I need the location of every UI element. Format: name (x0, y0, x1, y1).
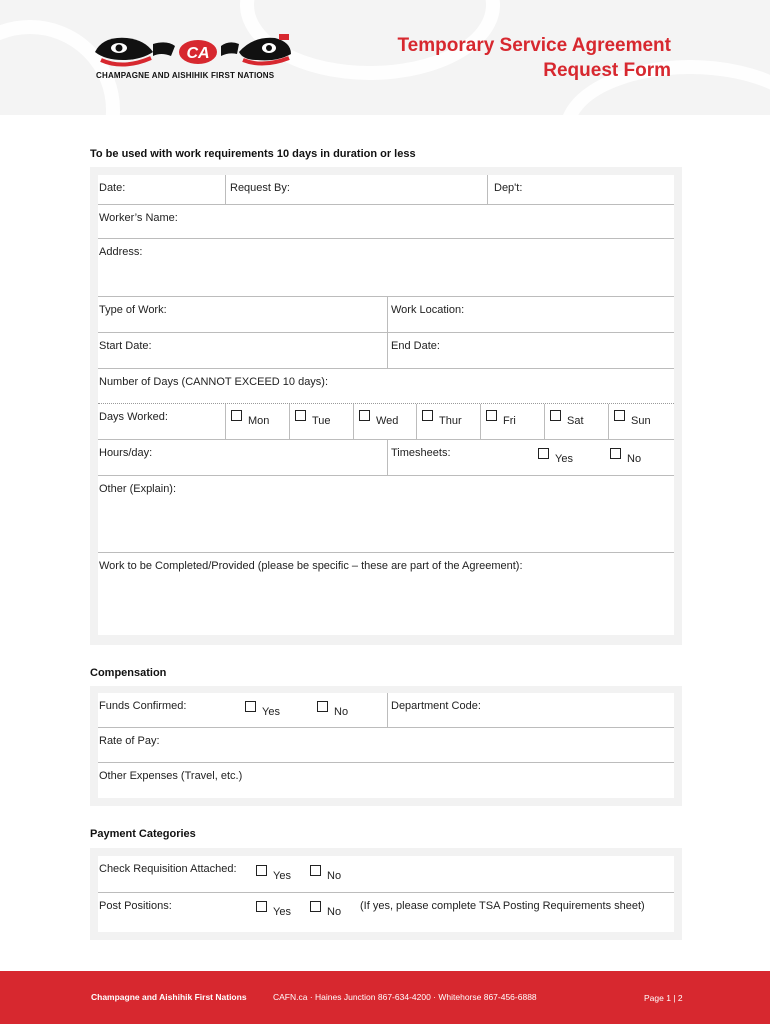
hours-per-day-label: Hours/day: (99, 447, 153, 459)
department-code-field[interactable] (388, 693, 674, 727)
day-option-mon[interactable] (231, 412, 269, 427)
address-label: Address: (99, 246, 143, 258)
dates-row (98, 333, 674, 369)
date-field[interactable] (98, 175, 226, 204)
day-label-mon: Mon (248, 415, 270, 427)
page-number: Page 1 | 2 (644, 993, 683, 1003)
check-requisition-cell (98, 856, 674, 892)
day-option-sun[interactable] (614, 412, 651, 427)
payment-section (90, 848, 682, 940)
timesheets-no-option[interactable] (610, 450, 641, 465)
worker-name-label: Worker’s Name: (99, 212, 178, 224)
funds-yes-label: Yes (262, 706, 280, 718)
day-option-fri[interactable] (486, 412, 516, 427)
day-label-fri: Fri (503, 415, 516, 427)
dept-label: Dep't: (494, 182, 523, 194)
days-worked-cell (98, 404, 226, 439)
timesheets-no-label: No (627, 453, 642, 465)
work-location-field[interactable] (388, 297, 674, 332)
end-date-label: End Date: (391, 340, 440, 352)
org-name: CHAMPAGNE AND AISHIHIK FIRST NATIONS (96, 71, 275, 80)
number-of-days-row (98, 369, 674, 404)
check-yes-option[interactable] (256, 867, 291, 882)
rate-row (98, 728, 674, 763)
day-label-sat: Sat (567, 415, 584, 427)
funds-yes-option[interactable] (245, 703, 280, 718)
rate-of-pay-label: Rate of Pay: (99, 735, 160, 747)
post-positions-cell (98, 893, 674, 932)
post-positions-label: Post Positions: (99, 900, 172, 912)
day-cell-tue (290, 404, 354, 439)
footer-org-name: Champagne and Aishihik First Nations (91, 992, 247, 1002)
dept-field[interactable] (488, 175, 674, 204)
post-yes-label: Yes (273, 906, 291, 918)
day-cell-sat (545, 404, 609, 439)
other-explain-row (98, 476, 674, 553)
number-of-days-field[interactable] (98, 369, 674, 403)
days-worked-row (98, 404, 674, 440)
day-option-wed[interactable] (359, 412, 398, 427)
post-yes-option[interactable] (256, 903, 291, 918)
check-no-option[interactable] (310, 867, 341, 882)
checkbox-check-yes[interactable] (256, 865, 267, 876)
checkbox-timesheets-no[interactable] (610, 448, 621, 459)
timesheets-label: Timesheets: (391, 447, 451, 459)
payment-heading: Payment Categories (90, 828, 196, 840)
worker-name-row (98, 205, 674, 239)
day-option-tue[interactable] (295, 412, 331, 427)
rate-of-pay-field[interactable] (98, 728, 674, 762)
checkbox-post-no[interactable] (310, 901, 321, 912)
checkbox-mon[interactable] (231, 410, 242, 421)
footer-contact: CAFN.ca · Haines Junction 867-634-4200 · Whitehorse 867-456-6888 (273, 992, 537, 1002)
timesheets-yes-label: Yes (555, 453, 573, 465)
day-cell-fri (481, 404, 545, 439)
date-row (98, 175, 674, 205)
post-positions-row (98, 893, 674, 932)
page-title (397, 33, 671, 83)
timesheets-cell (388, 440, 674, 475)
checkbox-funds-yes[interactable] (245, 701, 256, 712)
funds-no-option[interactable] (317, 703, 348, 718)
work-completed-field[interactable] (98, 553, 674, 635)
worker-name-field[interactable] (98, 205, 674, 238)
day-cell-wed (354, 404, 417, 439)
other-expenses-field[interactable] (98, 763, 674, 798)
day-label-thur: Thur (439, 415, 462, 427)
check-requisition-row (98, 856, 674, 893)
post-no-label: No (327, 906, 342, 918)
title-line-2: Request Form (543, 60, 671, 81)
title-line-1: Temporary Service Agreement (397, 35, 671, 56)
checkbox-funds-no[interactable] (317, 701, 328, 712)
checkbox-wed[interactable] (359, 410, 370, 421)
checkbox-timesheets-yes[interactable] (538, 448, 549, 459)
check-requisition-label: Check Requisition Attached: (99, 863, 237, 875)
request-by-field[interactable] (226, 175, 488, 204)
work-completed-label: Work to be Completed/Provided (please be specific – these are part of the Agreement): (99, 560, 523, 572)
post-no-option[interactable] (310, 903, 341, 918)
other-explain-label: Other (Explain): (99, 483, 177, 495)
address-row (98, 239, 674, 297)
compensation-heading: Compensation (90, 667, 167, 679)
footer (0, 971, 770, 1024)
intro-text: To be used with work requirements 10 days in duration or less (90, 148, 416, 160)
checkbox-tue[interactable] (295, 410, 306, 421)
funds-row (98, 693, 674, 728)
day-cell-thur (417, 404, 481, 439)
post-positions-note: (If yes, please complete TSA Posting Requirements sheet) (360, 900, 645, 912)
end-date-field[interactable] (388, 333, 674, 368)
other-explain-field[interactable] (98, 476, 674, 552)
start-date-field[interactable] (98, 333, 388, 368)
hours-row (98, 440, 674, 476)
day-cell-sun (609, 404, 674, 439)
work-completed-row (98, 553, 674, 635)
check-yes-label: Yes (273, 870, 291, 882)
check-no-label: No (327, 870, 342, 882)
checkbox-post-yes[interactable] (256, 901, 267, 912)
address-field[interactable] (98, 239, 674, 296)
other-expenses-label: Other Expenses (Travel, etc.) (99, 770, 243, 782)
checkbox-sat[interactable] (550, 410, 561, 421)
funds-no-label: No (334, 706, 349, 718)
department-code-label: Department Code: (391, 700, 481, 712)
day-option-thur[interactable] (422, 412, 462, 427)
day-cell-mon (226, 404, 290, 439)
checkbox-thur[interactable] (422, 410, 433, 421)
type-of-work-row (98, 297, 674, 333)
checkbox-fri[interactable] (486, 410, 497, 421)
funds-confirmed-label: Funds Confirmed: (99, 700, 187, 712)
work-location-label: Work Location: (391, 304, 465, 316)
day-label-tue: Tue (312, 415, 331, 427)
start-date-label: Start Date: (99, 340, 152, 352)
type-of-work-label: Type of Work: (99, 304, 167, 316)
compensation-section (90, 686, 682, 806)
funds-confirmed-cell (98, 693, 388, 727)
svg-text:CA: CA (186, 45, 210, 62)
other-expenses-row (98, 763, 674, 798)
day-label-wed: Wed (376, 415, 399, 427)
general-info-section (90, 167, 682, 645)
type-of-work-field[interactable] (98, 297, 388, 332)
request-by-label: Request By: (230, 182, 290, 194)
day-option-sat[interactable] (550, 412, 584, 427)
hours-per-day-field[interactable] (98, 440, 388, 475)
number-of-days-label: Number of Days (CANNOT EXCEED 10 days): (99, 376, 329, 388)
checkbox-check-no[interactable] (310, 865, 321, 876)
days-worked-label: Days Worked: (99, 411, 168, 423)
date-label: Date: (99, 182, 126, 194)
day-label-sun: Sun (631, 415, 651, 427)
timesheets-yes-option[interactable] (538, 450, 573, 465)
checkbox-sun[interactable] (614, 410, 625, 421)
